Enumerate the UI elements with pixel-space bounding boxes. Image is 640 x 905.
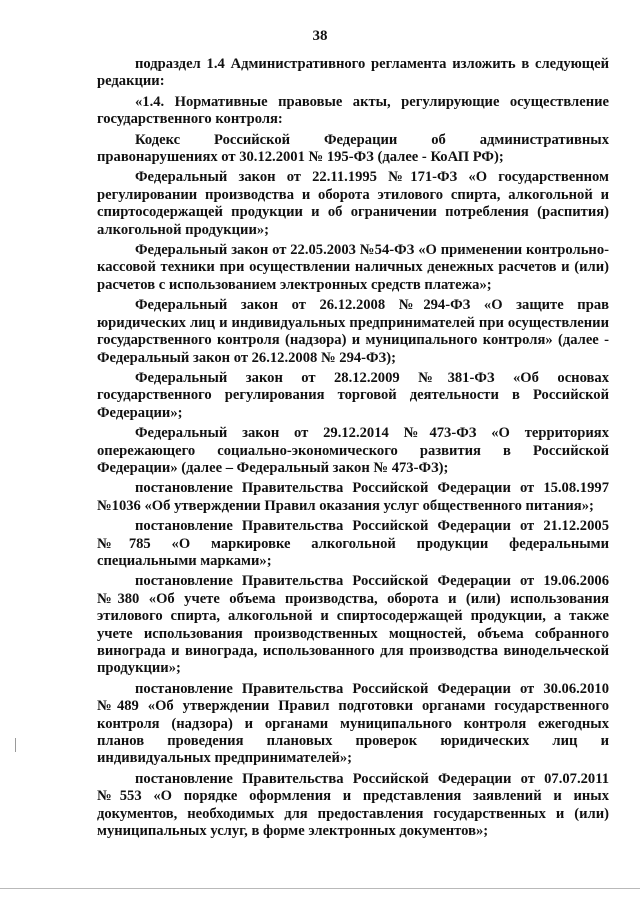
paragraph-intro: подраздел 1.4 Административного регламента изложить в следующей редакции: <box>97 56 609 90</box>
paragraph-law-473: Федеральный закон от 29.12.2014 №473-ФЗ «О территориях опережающего социально-экономического развития в Российской Федерации» (далее – Федеральный закон № 473-ФЗ); <box>97 425 609 476</box>
page-number: 38 <box>312 28 328 44</box>
paragraph-resolution-489: постановление Правительства Российской Федерации от 30.06.2010 №489 «Об утверждении Правил подготовки органами государственного контроля (надзора) и органами муниципального контроля ежегодных планов проведения плановых проверок юридических лиц и индивидуальных предпринимателей»; <box>97 680 609 767</box>
paragraph-resolution-553: постановление Правительства Российской Федерации от 07.07.2011 №553 «О порядке оформления и представления заявлений и иных документов, необходимых для предоставления государственных и (или) муниципальных услуг, в форме электронных документов»; <box>97 770 609 840</box>
paragraph-law-171: Федеральный закон от 22.11.1995 №171-ФЗ «О государственном регулировании производства и оборота этилового спирта, алкогольной и спиртосодержащей продукции и об ограничении потребления (распития) алкогольной продукции»; <box>97 169 609 238</box>
scan-mark <box>15 738 16 752</box>
paragraph-resolution-1036: постановление Правительства Российской Федерации от 15.08.1997 №1036 «Об утверждении Правил оказания услуг общественного питания»; <box>97 480 609 514</box>
paragraph-section-heading: «1.4. Нормативные правовые акты, регулирующие осуществление государственного контроля: <box>97 93 609 128</box>
document-body <box>97 56 609 843</box>
page-bottom-rule <box>0 888 640 889</box>
paragraph-koap: Кодекс Российской Федерации об административных правонарушениях от 30.12.2001 № 195-ФЗ (далее - КоАП РФ); <box>97 131 609 166</box>
paragraph-resolution-785: постановление Правительства Российской Федерации от 21.12.2005 №785 «О маркировке алкогольной продукции федеральными специальными марками»; <box>97 518 609 569</box>
paragraph-resolution-380: постановление Правительства Российской Федерации от 19.06.2006 №380 «Об учете объема производства, оборота и (или) использования этилового спирта, алкогольной и спиртосодержащей продукции, а также учете использования производственных мощностей, объема собранного винограда и винограда, использованного для производства винодельческой продукции»; <box>97 573 609 677</box>
paragraph-law-294: Федеральный закон от 26.12.2008 №294-ФЗ «О защите прав юридических лиц и индивидуальных предпринимателей при осуществлении государственного контроля (надзора) и муниципального контроля» (далее - Федеральный закон от 26.12.2008 № 294-ФЗ); <box>97 297 609 366</box>
paragraph-law-381: Федеральный закон от 28.12.2009 №381-ФЗ «Об основах государственного регулирования торговой деятельности в Российской Федерации»; <box>97 369 609 421</box>
paragraph-law-54: Федеральный закон от 22.05.2003 №54-ФЗ «О применении контрольно-кассовой техники при осуществлении наличных денежных расчетов и (или) расчетов с использованием электронных средств платежа»; <box>97 242 609 293</box>
